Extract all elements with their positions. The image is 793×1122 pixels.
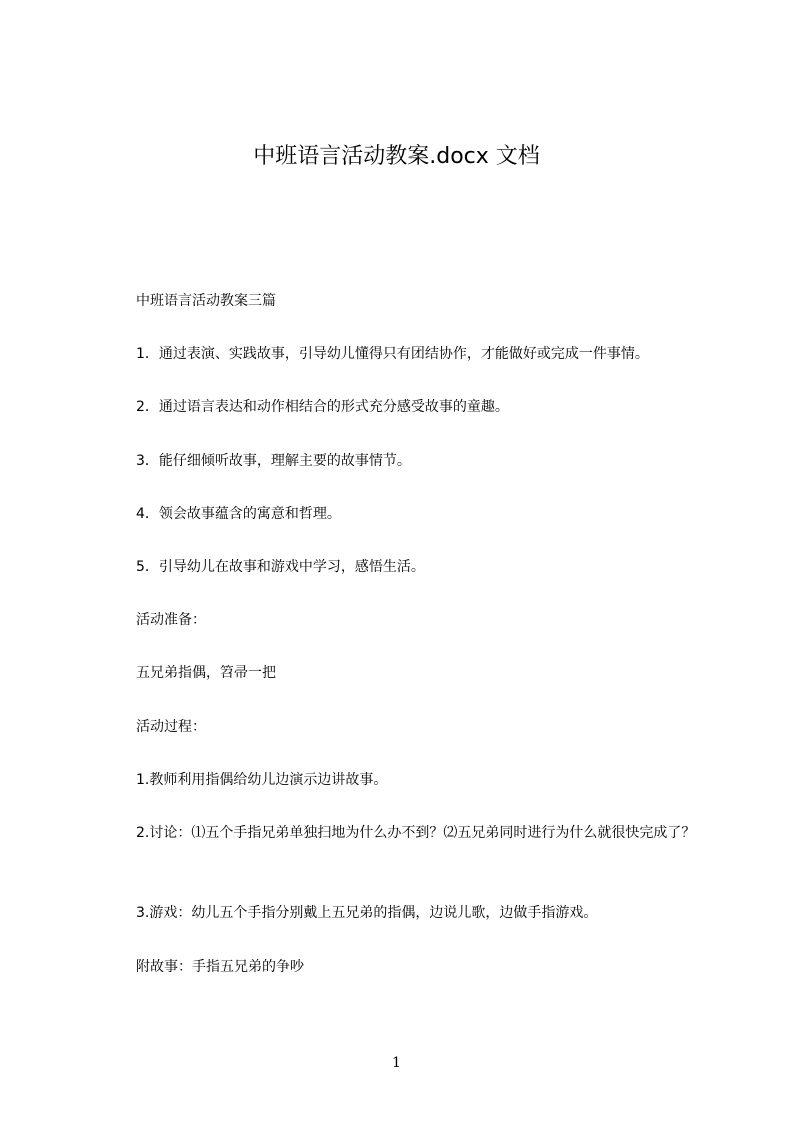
paragraph-goal-4: 4．领会故事蕴含的寓意和哲理。	[136, 506, 341, 522]
paragraph-goal-1: 1．通过表演、实践故事，引导幼儿懂得只有团结协作，才能做好或完成一件事情。	[136, 346, 649, 362]
page-number: 1	[392, 1055, 401, 1071]
paragraph-heading: 中班语言活动教案三篇	[136, 293, 276, 309]
paragraph-process-label: 活动过程：	[136, 719, 206, 735]
paragraph-goal-3: 3．能仔细倾听故事，理解主要的故事情节。	[136, 453, 411, 469]
document-title: 中班语言活动教案.docx 文档	[253, 144, 540, 169]
paragraph-step-1: 1.教师利用指偶给幼儿边演示边讲故事。	[136, 772, 388, 788]
paragraph-step-3: 3.游戏：幼儿五个手指分别戴上五兄弟的指偶，边说儿歌，边做手指游戏。	[136, 905, 598, 921]
paragraph-goal-2: 2．通过语言表达和动作相结合的形式充分感受故事的童趣。	[136, 399, 509, 415]
paragraph-goal-5: 5．引导幼儿在故事和游戏中学习，感悟生活。	[136, 559, 425, 575]
paragraph-appendix-title: 附故事：手指五兄弟的争吵	[136, 959, 304, 975]
paragraph-preparation-label: 活动准备：	[136, 612, 206, 628]
paragraph-step-2: 2.讨论：⑴五个手指兄弟单独扫地为什么办不到？⑵五兄弟同时进行为什么就很快完成了？	[136, 825, 696, 841]
paragraph-preparation-items: 五兄弟指偶，笤帚一把	[136, 665, 276, 681]
